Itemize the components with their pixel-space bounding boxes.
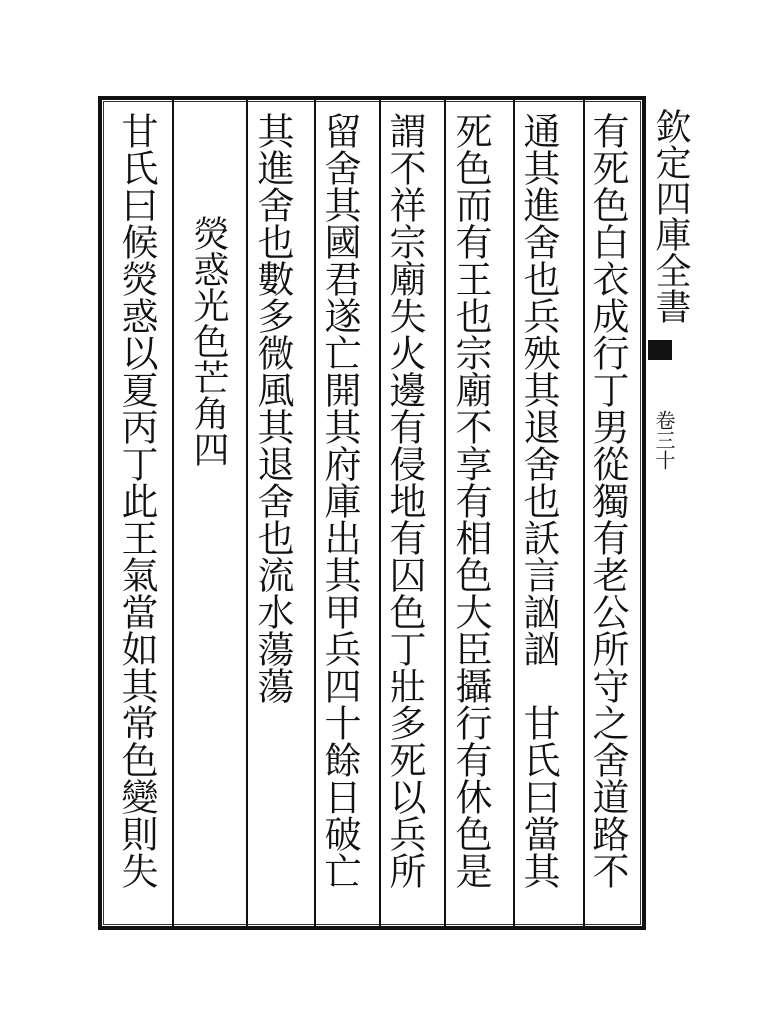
text-column-8: 甘氏曰候熒惑以夏丙丁此王氣當如其常色變則失 bbox=[115, 112, 158, 889]
book-title: 欽定四庫全書 bbox=[650, 108, 691, 324]
column-rule bbox=[379, 100, 381, 926]
fishtail-mark bbox=[648, 340, 672, 360]
column-rule bbox=[314, 100, 316, 926]
section-heading: 熒惑光色芒角四 bbox=[188, 215, 229, 467]
column-rule bbox=[172, 100, 174, 926]
column-rule bbox=[513, 100, 515, 926]
text-column-4: 謂不祥宗廟失火邊有侵地有囚色丁壯多死以兵所 bbox=[383, 112, 426, 889]
column-rule bbox=[246, 100, 248, 926]
text-column-1: 有死色白衣成行丁男從獨有老公所守之舍道路不 bbox=[586, 112, 629, 889]
text-column-3: 死色而有王也宗廟不享有相色大臣攝行有休色是 bbox=[449, 112, 492, 889]
page-inner-border bbox=[103, 101, 641, 925]
margin-divider bbox=[643, 96, 645, 930]
text-column-5: 留舍其國君遂亡開其府庫出其甲兵四十餘日破亡 bbox=[318, 112, 361, 889]
column-rule bbox=[583, 100, 585, 926]
column-rule bbox=[444, 100, 446, 926]
text-column-6: 其進舍也數多微風其退舍也流水蕩蕩 bbox=[251, 112, 294, 704]
text-column-2: 通其進舍也兵殃其退舍也訞言訩訩 甘氏曰當其 bbox=[517, 112, 560, 889]
juan-number: 卷三十 bbox=[652, 410, 676, 470]
